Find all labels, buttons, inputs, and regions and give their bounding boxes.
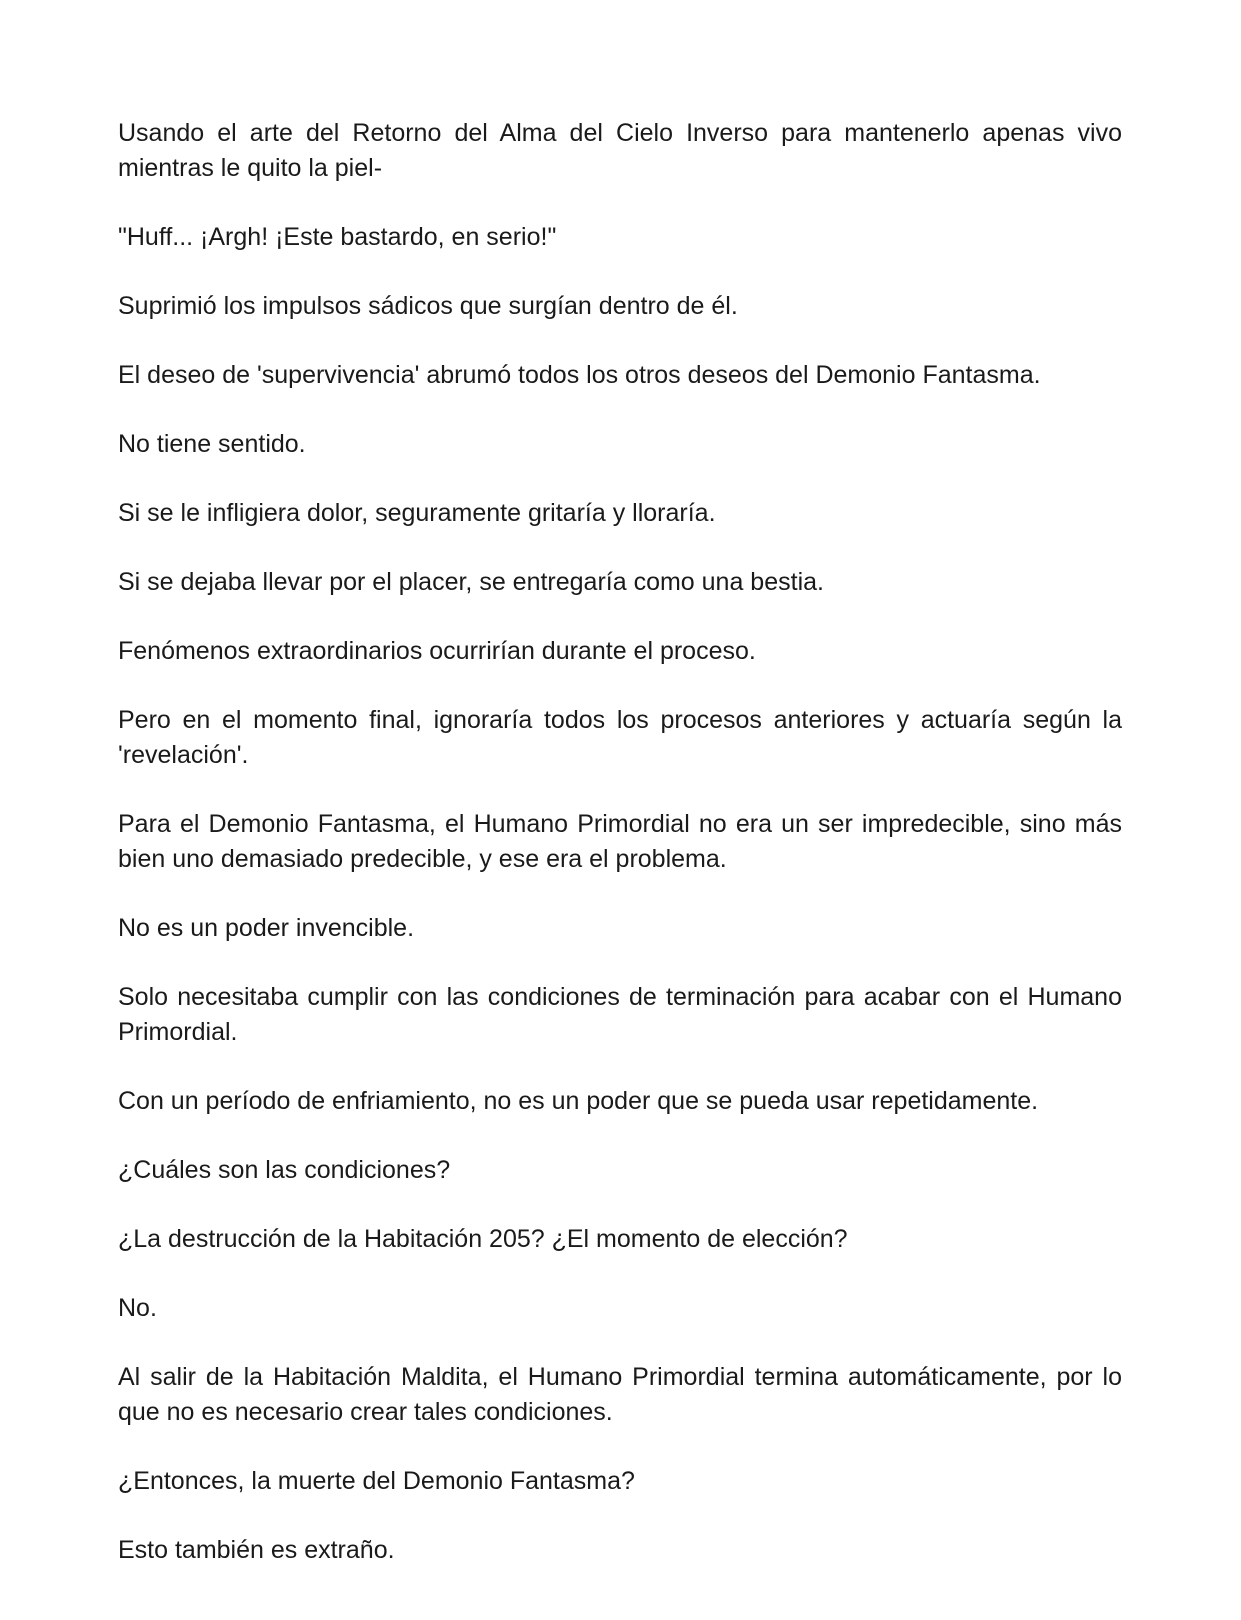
paragraph: ¿Entonces, la muerte del Demonio Fantasma? (118, 1467, 635, 1495)
paragraph: Si se dejaba llevar por el placer, se entregaría como una bestia. (118, 568, 824, 596)
paragraph: Pero en el momento final, ignoraría todos los procesos anteriores y actuaría según la 'revelación'. (118, 706, 1122, 769)
paragraph: "Huff... ¡Argh! ¡Este bastardo, en serio!" (118, 223, 557, 251)
paragraph: Al salir de la Habitación Maldita, el Humano Primordial termina automáticamente, por lo que no es necesario crear tales condiciones. (118, 1363, 1122, 1426)
paragraph: No tiene sentido. (118, 430, 306, 458)
paragraph: Para el Demonio Fantasma, el Humano Primordial no era un ser impredecible, sino más bien uno demasiado predecible, y ese era el problema. (118, 810, 1122, 873)
paragraph: Si se le infligiera dolor, seguramente gritaría y lloraría. (118, 499, 716, 527)
paragraph: No. (118, 1294, 157, 1322)
paragraph: Esto también es extraño. (118, 1536, 395, 1564)
paragraph: ¿Cuáles son las condiciones? (118, 1156, 451, 1184)
paragraph: Solo necesitaba cumplir con las condiciones de terminación para acabar con el Humano Primordial. (118, 983, 1122, 1046)
paragraph: Con un período de enfriamiento, no es un poder que se pueda usar repetidamente. (118, 1087, 1039, 1115)
paragraph: Usando el arte del Retorno del Alma del Cielo Inverso para mantenerlo apenas vivo mientras le quito la piel- (118, 119, 1122, 182)
document-body (118, 116, 1122, 1602)
paragraph: Fenómenos extraordinarios ocurrirían durante el proceso. (118, 637, 756, 665)
paragraph: El deseo de 'supervivencia' abrumó todos los otros deseos del Demonio Fantasma. (118, 361, 1041, 389)
paragraph: No es un poder invencible. (118, 914, 415, 942)
paragraph: ¿La destrucción de la Habitación 205? ¿El momento de elección? (118, 1225, 848, 1253)
paragraph: Suprimió los impulsos sádicos que surgían dentro de él. (118, 292, 738, 320)
